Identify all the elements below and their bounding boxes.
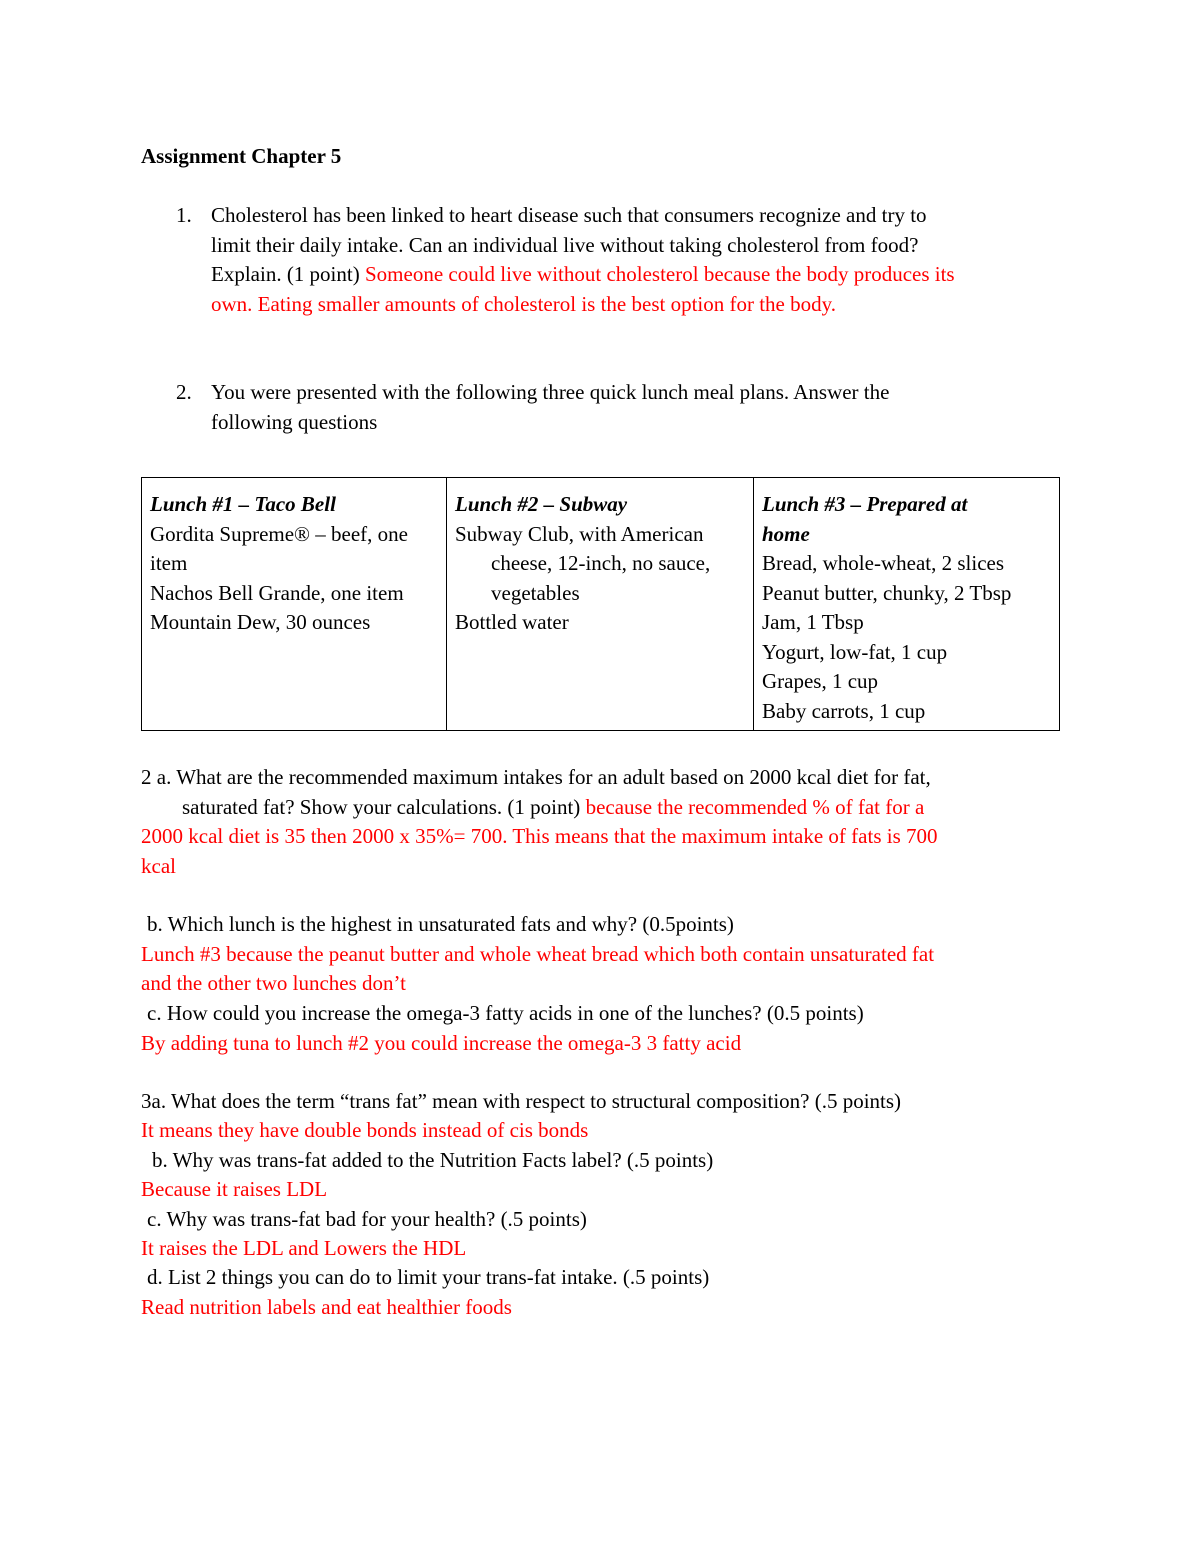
q2-line1: You were presented with the following three quick lunch meal plans. Answer the bbox=[211, 380, 890, 404]
q2a-answer-inline: because the recommended % of fat for a bbox=[585, 795, 925, 819]
q2-number: 2. bbox=[176, 380, 192, 404]
lunch-3-item: Peanut butter, chunky, 2 Tbsp bbox=[762, 580, 1012, 605]
lunch-table bbox=[141, 477, 1060, 731]
lunch-2-cell bbox=[447, 478, 754, 731]
q1-line2: limit their daily intake. Can an individual live without taking cholesterol from food? bbox=[211, 233, 919, 257]
q2b-question: b. Which lunch is the highest in unsaturated fats and why? (0.5points) bbox=[147, 912, 734, 936]
q1-number: 1. bbox=[176, 203, 192, 227]
q2a-line2-prefix: saturated fat? Show your calculations. (1 point) bbox=[182, 795, 581, 819]
q1-line1: Cholesterol has been linked to heart disease such that consumers recognize and try to bbox=[211, 203, 927, 227]
assignment-title: Assignment Chapter 5 bbox=[141, 144, 342, 168]
lunch-3-title-line2: home bbox=[762, 521, 810, 546]
q2b-answer-line2: and the other two lunches don’t bbox=[141, 971, 406, 995]
lunch-3-item: Baby carrots, 1 cup bbox=[762, 698, 926, 723]
q3b-question: b. Why was trans-fat added to the Nutrition Facts label? (.5 points) bbox=[152, 1148, 714, 1172]
lunch-3-item: Grapes, 1 cup bbox=[762, 669, 879, 693]
lunch-2-item: vegetables bbox=[491, 580, 580, 605]
lunch-3-title-line1: Lunch #3 – Prepared at bbox=[762, 492, 968, 516]
q3d-question: d. List 2 things you can do to limit your trans-fat intake. (.5 points) bbox=[147, 1265, 710, 1289]
lunch-2-title: Lunch #2 – Subway bbox=[455, 492, 628, 516]
lunch-1-item: item bbox=[150, 551, 188, 575]
lunch-1-title: Lunch #1 – Taco Bell bbox=[150, 492, 336, 516]
q3a-answer: It means they have double bonds instead of cis bonds bbox=[141, 1118, 589, 1142]
lunch-3-item: Jam, 1 Tbsp bbox=[762, 610, 864, 634]
q1-answer-line2: own. Eating smaller amounts of cholesterol is the best option for the body. bbox=[211, 292, 837, 316]
q1-answer-line1: Someone could live without cholesterol because the body produces its bbox=[364, 262, 955, 286]
q2c-question: c. How could you increase the omega-3 fatty acids in one of the lunches? (0.5 points) bbox=[147, 1001, 864, 1025]
lunch-3-cell bbox=[754, 478, 1060, 731]
table-row bbox=[142, 478, 1060, 731]
q2a-answer-line3: kcal bbox=[141, 854, 176, 878]
lunch-1-item: Nachos Bell Grande, one item bbox=[150, 580, 404, 605]
q3c-question: c. Why was trans-fat bad for your health? (.5 points) bbox=[147, 1207, 587, 1231]
q1-line3-prefix: Explain. (1 point) bbox=[211, 262, 360, 286]
q2c-answer: By adding tuna to lunch #2 you could increase the omega-3 3 fatty acid bbox=[141, 1031, 742, 1055]
q2-line2: following questions bbox=[211, 410, 378, 434]
q2a-line2 bbox=[182, 793, 924, 823]
lunch-2-item: Subway Club, with American bbox=[455, 521, 704, 546]
q2a-line1: 2 a. What are the recommended maximum intakes for an adult based on 2000 kcal diet for fat, bbox=[141, 765, 931, 789]
lunch-2-item: cheese, 12-inch, no sauce, bbox=[491, 551, 711, 575]
lunch-3-item: Bread, whole-wheat, 2 slices bbox=[762, 551, 1005, 575]
q2b-answer-line1: Lunch #3 because the peanut butter and whole wheat bread which both contain unsaturated fat bbox=[141, 942, 935, 966]
q3a-question: 3a. What does the term “trans fat” mean with respect to structural composition? (.5 points) bbox=[141, 1089, 902, 1113]
q1-line3 bbox=[211, 260, 955, 290]
lunch-1-cell bbox=[142, 478, 447, 731]
lunch-3-item: Yogurt, low-fat, 1 cup bbox=[762, 639, 948, 664]
q3b-answer: Because it raises LDL bbox=[141, 1177, 328, 1201]
lunch-2-item: Bottled water bbox=[455, 610, 569, 634]
lunch-1-item: Gordita Supreme® – beef, one bbox=[150, 521, 408, 546]
q2a-answer-line2: 2000 kcal diet is 35 then 2000 x 35%= 700. This means that the maximum intake of fats is 700 bbox=[141, 824, 938, 848]
q3c-answer: It raises the LDL and Lowers the HDL bbox=[141, 1236, 467, 1260]
q3d-answer: Read nutrition labels and eat healthier foods bbox=[141, 1295, 512, 1319]
lunch-1-item: Mountain Dew, 30 ounces bbox=[150, 610, 371, 634]
